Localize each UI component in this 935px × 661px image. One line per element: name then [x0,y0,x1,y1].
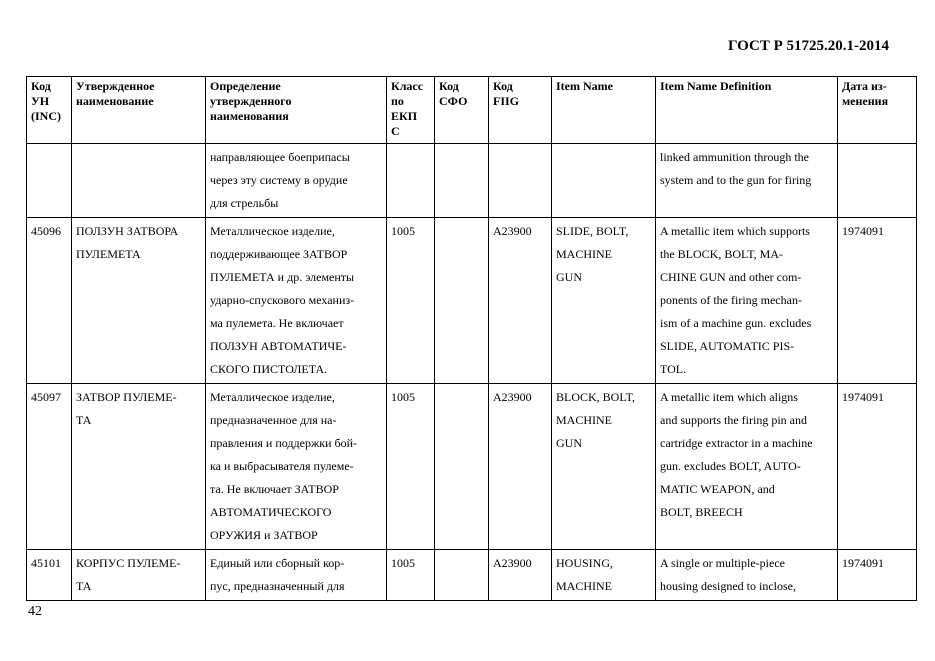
cell-definition-en: A metallic item which aligns and supports the firing pin and cartridge extractor in a machine gun. excludes BOLT, AUTO- MATIC WEAPON, and BOLT, BREECH [656,384,838,550]
header-fiig: Код FIIG [489,77,552,144]
cell-item-name: HOUSING, MACHINE [552,550,656,601]
cell-date: 1974091 [838,550,917,601]
cell-sfo [435,550,489,601]
cell-item-name: SLIDE, BOLT, MACHINE GUN [552,218,656,384]
header-sfo: Код СФО [435,77,489,144]
cell-class: 1005 [387,384,435,550]
cell-inc: 45096 [27,218,72,384]
table-row [27,218,917,384]
continuation-definition-ru: направляющее боеприпасы через эту систему в орудие для стрельбы [206,144,387,218]
cell-inc: 45101 [27,550,72,601]
cell-name-ru: ПОЛЗУН ЗАТВОРА ПУЛЕМЕТА [72,218,206,384]
cell-class: 1005 [387,550,435,601]
header-inc: Код УН (INC) [27,77,72,144]
cell-date: 1974091 [838,218,917,384]
cell-inc: 45097 [27,384,72,550]
table-row [27,384,917,550]
table-row [27,550,917,601]
header-name-definition: Определение утвержденного наименования [206,77,387,144]
cell-definition-ru: Металлическое изделие, предназначенное для на- правления и поддержки бой- ка и выбрасывателя пулеме- та. Не включает ЗАТВОР АВТОМАТИЧЕСКОГО ОРУЖИЯ и ЗАТВОР [206,384,387,550]
cell-definition-en: A metallic item which supports the BLOCK, BOLT, MA- CHINE GUN and other com- ponents of the firing mechan- ism of a machine gun. excludes SLIDE, AUTOMATIC PIS- TOL. [656,218,838,384]
page-number: 42 [28,604,42,619]
cell-date: 1974091 [838,384,917,550]
cell-fiig: A23900 [489,218,552,384]
cell-definition-ru: Металлическое изделие, поддерживающее ЗАТВОР ПУЛЕМЕТА и др. элементы ударно-спускового механиз- ма пулемета. Не включает ПОЛЗУН АВТОМАТИЧЕ- СКОГО ПИСТОЛЕТА. [206,218,387,384]
cell-sfo [435,384,489,550]
header-approved-name: Утвержденное наименование [72,77,206,144]
table-row-continuation [27,144,917,218]
table-header-row [27,77,917,144]
header-change-date: Дата из- менения [838,77,917,144]
header-class: Класс по ЕКП С [387,77,435,144]
cell-class: 1005 [387,218,435,384]
document-code: ГОСТ Р 51725.20.1-2014 [727,38,889,54]
continuation-definition-en: linked ammunition through the system and to the gun for firing [656,144,838,218]
cell-name-ru: КОРПУС ПУЛЕМЕ- ТА [72,550,206,601]
nomenclature-table [26,76,917,601]
cell-fiig: A23900 [489,384,552,550]
cell-definition-ru: Единый или сборный кор- пус, предназначенный для [206,550,387,601]
header-item-name-definition: Item Name Definition [656,77,838,144]
cell-definition-en: A single or multiple-piece housing designed to inclose, [656,550,838,601]
header-item-name: Item Name [552,77,656,144]
cell-name-ru: ЗАТВОР ПУЛЕМЕ- ТА [72,384,206,550]
cell-fiig: A23900 [489,550,552,601]
cell-item-name: BLOCK, BOLT, MACHINE GUN [552,384,656,550]
cell-sfo [435,218,489,384]
